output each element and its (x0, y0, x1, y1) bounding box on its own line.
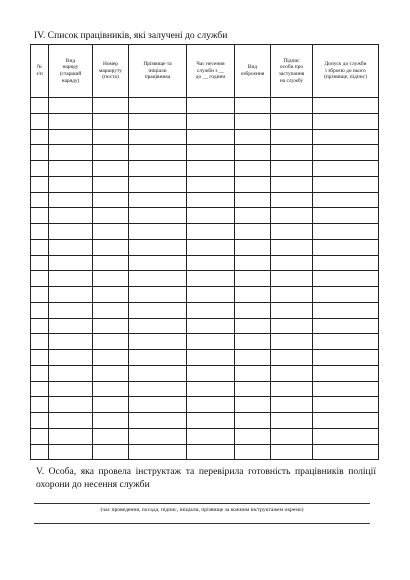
table-cell[interactable] (187, 413, 235, 429)
table-cell[interactable] (129, 318, 187, 334)
table-cell[interactable] (313, 161, 379, 177)
table-cell[interactable] (235, 208, 271, 224)
table-cell[interactable] (271, 302, 313, 318)
table-cell[interactable] (235, 397, 271, 413)
table-cell[interactable] (313, 255, 379, 271)
table-cell[interactable] (49, 444, 93, 460)
table-cell[interactable] (49, 413, 93, 429)
table-row (31, 192, 379, 208)
table-row (31, 318, 379, 334)
signature-line-top[interactable] (34, 503, 370, 504)
table-cell[interactable] (271, 224, 313, 240)
table-cell[interactable] (187, 350, 235, 366)
table-row (31, 287, 379, 303)
table-cell[interactable] (235, 113, 271, 129)
table-cell[interactable] (313, 413, 379, 429)
table-cell[interactable] (313, 397, 379, 413)
table-cell[interactable] (93, 302, 129, 318)
table-cell[interactable] (187, 381, 235, 397)
table-cell[interactable] (235, 271, 271, 287)
table-row (31, 334, 379, 350)
table-cell[interactable] (129, 224, 187, 240)
table-cell[interactable] (271, 113, 313, 129)
table-cell[interactable] (271, 428, 313, 444)
table-cell[interactable] (93, 255, 129, 271)
table-cell[interactable] (31, 381, 49, 397)
table-cell[interactable] (49, 381, 93, 397)
table-row (31, 413, 379, 429)
table-row (31, 350, 379, 366)
table-cell[interactable] (93, 98, 129, 114)
table-cell[interactable] (93, 161, 129, 177)
table-row (31, 271, 379, 287)
table-cell[interactable] (313, 428, 379, 444)
column-header-service-time: Час несення служби з __ до __ години (187, 45, 235, 98)
table-cell[interactable] (271, 397, 313, 413)
table-cell[interactable] (129, 444, 187, 460)
table-cell[interactable] (271, 318, 313, 334)
table-cell[interactable] (129, 192, 187, 208)
table-cell[interactable] (93, 444, 129, 460)
table-cell[interactable] (271, 365, 313, 381)
table-cell[interactable] (31, 365, 49, 381)
table-cell[interactable] (187, 129, 235, 145)
table-cell[interactable] (49, 192, 93, 208)
table-cell[interactable] (313, 129, 379, 145)
table-cell[interactable] (93, 145, 129, 161)
table-cell[interactable] (49, 428, 93, 444)
table-cell[interactable] (271, 413, 313, 429)
table-row (31, 365, 379, 381)
table-cell[interactable] (313, 287, 379, 303)
table-cell[interactable] (271, 129, 313, 145)
staff-table (30, 44, 379, 460)
table-cell[interactable] (187, 334, 235, 350)
table-cell[interactable] (313, 224, 379, 240)
table-row (31, 397, 379, 413)
table-row (31, 302, 379, 318)
table-cell[interactable] (31, 176, 49, 192)
table-cell[interactable] (129, 129, 187, 145)
table-cell[interactable] (187, 192, 235, 208)
table-cell[interactable] (49, 365, 93, 381)
table-cell[interactable] (31, 428, 49, 444)
table-cell[interactable] (187, 397, 235, 413)
table-cell[interactable] (93, 271, 129, 287)
signature-line-bottom[interactable] (34, 523, 370, 524)
table-cell[interactable] (271, 192, 313, 208)
table-cell[interactable] (187, 287, 235, 303)
table-cell[interactable] (235, 334, 271, 350)
table-cell[interactable] (313, 98, 379, 114)
table-cell[interactable] (129, 428, 187, 444)
table-cell[interactable] (271, 176, 313, 192)
table-cell[interactable] (49, 176, 93, 192)
table-cell[interactable] (93, 365, 129, 381)
table-cell[interactable] (313, 381, 379, 397)
table-cell[interactable] (235, 350, 271, 366)
table-cell[interactable] (49, 145, 93, 161)
table-row (31, 239, 379, 255)
table-cell[interactable] (235, 255, 271, 271)
table-cell[interactable] (271, 381, 313, 397)
table-cell[interactable] (271, 444, 313, 460)
table-cell[interactable] (313, 271, 379, 287)
section-v-title: V. Особа, яка провела інструктаж та перевірила готовність працівників поліції охорони до несення служби (36, 466, 376, 490)
table-cell[interactable] (187, 302, 235, 318)
table-cell[interactable] (93, 224, 129, 240)
table-cell[interactable] (129, 145, 187, 161)
table-cell[interactable] (31, 255, 49, 271)
table-cell[interactable] (49, 239, 93, 255)
table-cell[interactable] (93, 413, 129, 429)
table-cell[interactable] (129, 208, 187, 224)
table-cell[interactable] (129, 350, 187, 366)
table-cell[interactable] (31, 287, 49, 303)
table-cell[interactable] (187, 113, 235, 129)
table-cell[interactable] (129, 381, 187, 397)
table-cell[interactable] (235, 239, 271, 255)
table-cell[interactable] (129, 302, 187, 318)
table-cell[interactable] (235, 145, 271, 161)
table-cell[interactable] (93, 428, 129, 444)
table-row (31, 129, 379, 145)
column-header-duty-admission: Допуск до служби і зброєю до нього (прізвище, підпис) (313, 45, 379, 98)
column-header-weapon-type: Вид озброєння (235, 45, 271, 98)
table-cell[interactable] (313, 208, 379, 224)
table-cell[interactable] (313, 334, 379, 350)
table-cell[interactable] (129, 161, 187, 177)
table-cell[interactable] (235, 428, 271, 444)
table-cell[interactable] (313, 365, 379, 381)
table-cell[interactable] (313, 318, 379, 334)
table-cell[interactable] (271, 271, 313, 287)
table-cell[interactable] (31, 334, 49, 350)
table-cell[interactable] (31, 113, 49, 129)
table-row (31, 208, 379, 224)
table-cell[interactable] (271, 350, 313, 366)
table-row (31, 428, 379, 444)
table-cell[interactable] (49, 161, 93, 177)
table-cell[interactable] (93, 397, 129, 413)
column-header-signature: Підпис особи про заступання на службу (271, 45, 313, 98)
table-cell[interactable] (271, 161, 313, 177)
table-cell[interactable] (129, 239, 187, 255)
table-cell[interactable] (187, 255, 235, 271)
section-iv-title: IV. Список працівників, які залучені до служби (34, 30, 228, 41)
table-cell[interactable] (235, 302, 271, 318)
table-cell[interactable] (187, 208, 235, 224)
table-cell[interactable] (31, 397, 49, 413)
table-cell[interactable] (187, 239, 235, 255)
table-cell[interactable] (235, 98, 271, 114)
table-cell[interactable] (93, 113, 129, 129)
table-cell[interactable] (271, 287, 313, 303)
table-cell[interactable] (31, 239, 49, 255)
table-cell[interactable] (235, 129, 271, 145)
table-cell[interactable] (187, 444, 235, 460)
table-cell[interactable] (187, 318, 235, 334)
table-cell[interactable] (31, 129, 49, 145)
table-cell[interactable] (93, 176, 129, 192)
table-cell[interactable] (129, 365, 187, 381)
table-cell[interactable] (31, 413, 49, 429)
table-row (31, 161, 379, 177)
table-cell[interactable] (49, 208, 93, 224)
table-cell[interactable] (313, 113, 379, 129)
table-cell[interactable] (93, 129, 129, 145)
table-cell[interactable] (187, 98, 235, 114)
table-cell[interactable] (93, 287, 129, 303)
table-cell[interactable] (235, 224, 271, 240)
table-cell[interactable] (49, 224, 93, 240)
table-cell[interactable] (235, 192, 271, 208)
table-cell[interactable] (31, 302, 49, 318)
table-cell[interactable] (93, 239, 129, 255)
table-cell[interactable] (31, 350, 49, 366)
table-cell[interactable] (31, 224, 49, 240)
table-cell[interactable] (49, 255, 93, 271)
table-cell[interactable] (187, 365, 235, 381)
table-cell[interactable] (235, 176, 271, 192)
table-cell[interactable] (271, 334, 313, 350)
table-row (31, 381, 379, 397)
table-cell[interactable] (93, 334, 129, 350)
table-cell[interactable] (49, 350, 93, 366)
table-cell[interactable] (31, 318, 49, 334)
table-cell[interactable] (49, 397, 93, 413)
table-cell[interactable] (129, 413, 187, 429)
table-cell[interactable] (49, 113, 93, 129)
table-cell[interactable] (49, 334, 93, 350)
column-header-route-number: Номер маршруту (поста) (93, 45, 129, 98)
table-cell[interactable] (31, 145, 49, 161)
table-cell[interactable] (313, 192, 379, 208)
table-row (31, 98, 379, 114)
table-cell[interactable] (313, 350, 379, 366)
table-cell[interactable] (235, 161, 271, 177)
table-cell[interactable] (129, 397, 187, 413)
table-cell[interactable] (187, 145, 235, 161)
table-cell[interactable] (31, 192, 49, 208)
table-cell[interactable] (235, 413, 271, 429)
table-cell[interactable] (93, 208, 129, 224)
table-cell[interactable] (271, 255, 313, 271)
table-row (31, 444, 379, 460)
column-header-number: № з/п (31, 45, 49, 98)
section-v-note: (час проведення, посада, підпис, ініціали, прізвище за кожним інструктажем окремо) (100, 507, 304, 513)
table-cell[interactable] (129, 113, 187, 129)
table-cell[interactable] (129, 176, 187, 192)
table-cell[interactable] (313, 176, 379, 192)
table-cell[interactable] (31, 98, 49, 114)
table-cell[interactable] (313, 145, 379, 161)
table-cell[interactable] (271, 239, 313, 255)
table-cell[interactable] (313, 444, 379, 460)
table-header-row (31, 45, 379, 98)
table-cell[interactable] (313, 302, 379, 318)
column-header-duty-type: Вид наряду (старший наряду) (49, 45, 93, 98)
table-cell[interactable] (49, 287, 93, 303)
table-cell[interactable] (49, 129, 93, 145)
table-cell[interactable] (31, 161, 49, 177)
table-row (31, 255, 379, 271)
table-cell[interactable] (93, 350, 129, 366)
table-cell[interactable] (313, 239, 379, 255)
table-cell[interactable] (129, 98, 187, 114)
table-row (31, 145, 379, 161)
table-cell[interactable] (49, 98, 93, 114)
table-cell[interactable] (235, 365, 271, 381)
table-cell[interactable] (49, 271, 93, 287)
table-row (31, 224, 379, 240)
table-cell[interactable] (129, 334, 187, 350)
table-cell[interactable] (31, 444, 49, 460)
table-cell[interactable] (187, 161, 235, 177)
table-cell[interactable] (187, 224, 235, 240)
table-cell[interactable] (129, 271, 187, 287)
table-cell[interactable] (93, 381, 129, 397)
table-body (31, 98, 379, 460)
table-cell[interactable] (271, 145, 313, 161)
table-cell[interactable] (31, 208, 49, 224)
table-cell[interactable] (235, 287, 271, 303)
table-cell[interactable] (187, 271, 235, 287)
column-header-officer-name: Прізвище та ініціали працівника (129, 45, 187, 98)
table-cell[interactable] (129, 287, 187, 303)
table-row (31, 113, 379, 129)
table-cell[interactable] (93, 318, 129, 334)
table-cell[interactable] (187, 176, 235, 192)
table-cell[interactable] (235, 318, 271, 334)
table-row (31, 176, 379, 192)
table-cell[interactable] (49, 302, 93, 318)
table-cell[interactable] (271, 98, 313, 114)
table-cell[interactable] (235, 444, 271, 460)
table-cell[interactable] (93, 192, 129, 208)
table-cell[interactable] (31, 271, 49, 287)
table-cell[interactable] (271, 208, 313, 224)
table-cell[interactable] (129, 255, 187, 271)
table-cell[interactable] (187, 428, 235, 444)
table-cell[interactable] (49, 318, 93, 334)
table-cell[interactable] (235, 381, 271, 397)
